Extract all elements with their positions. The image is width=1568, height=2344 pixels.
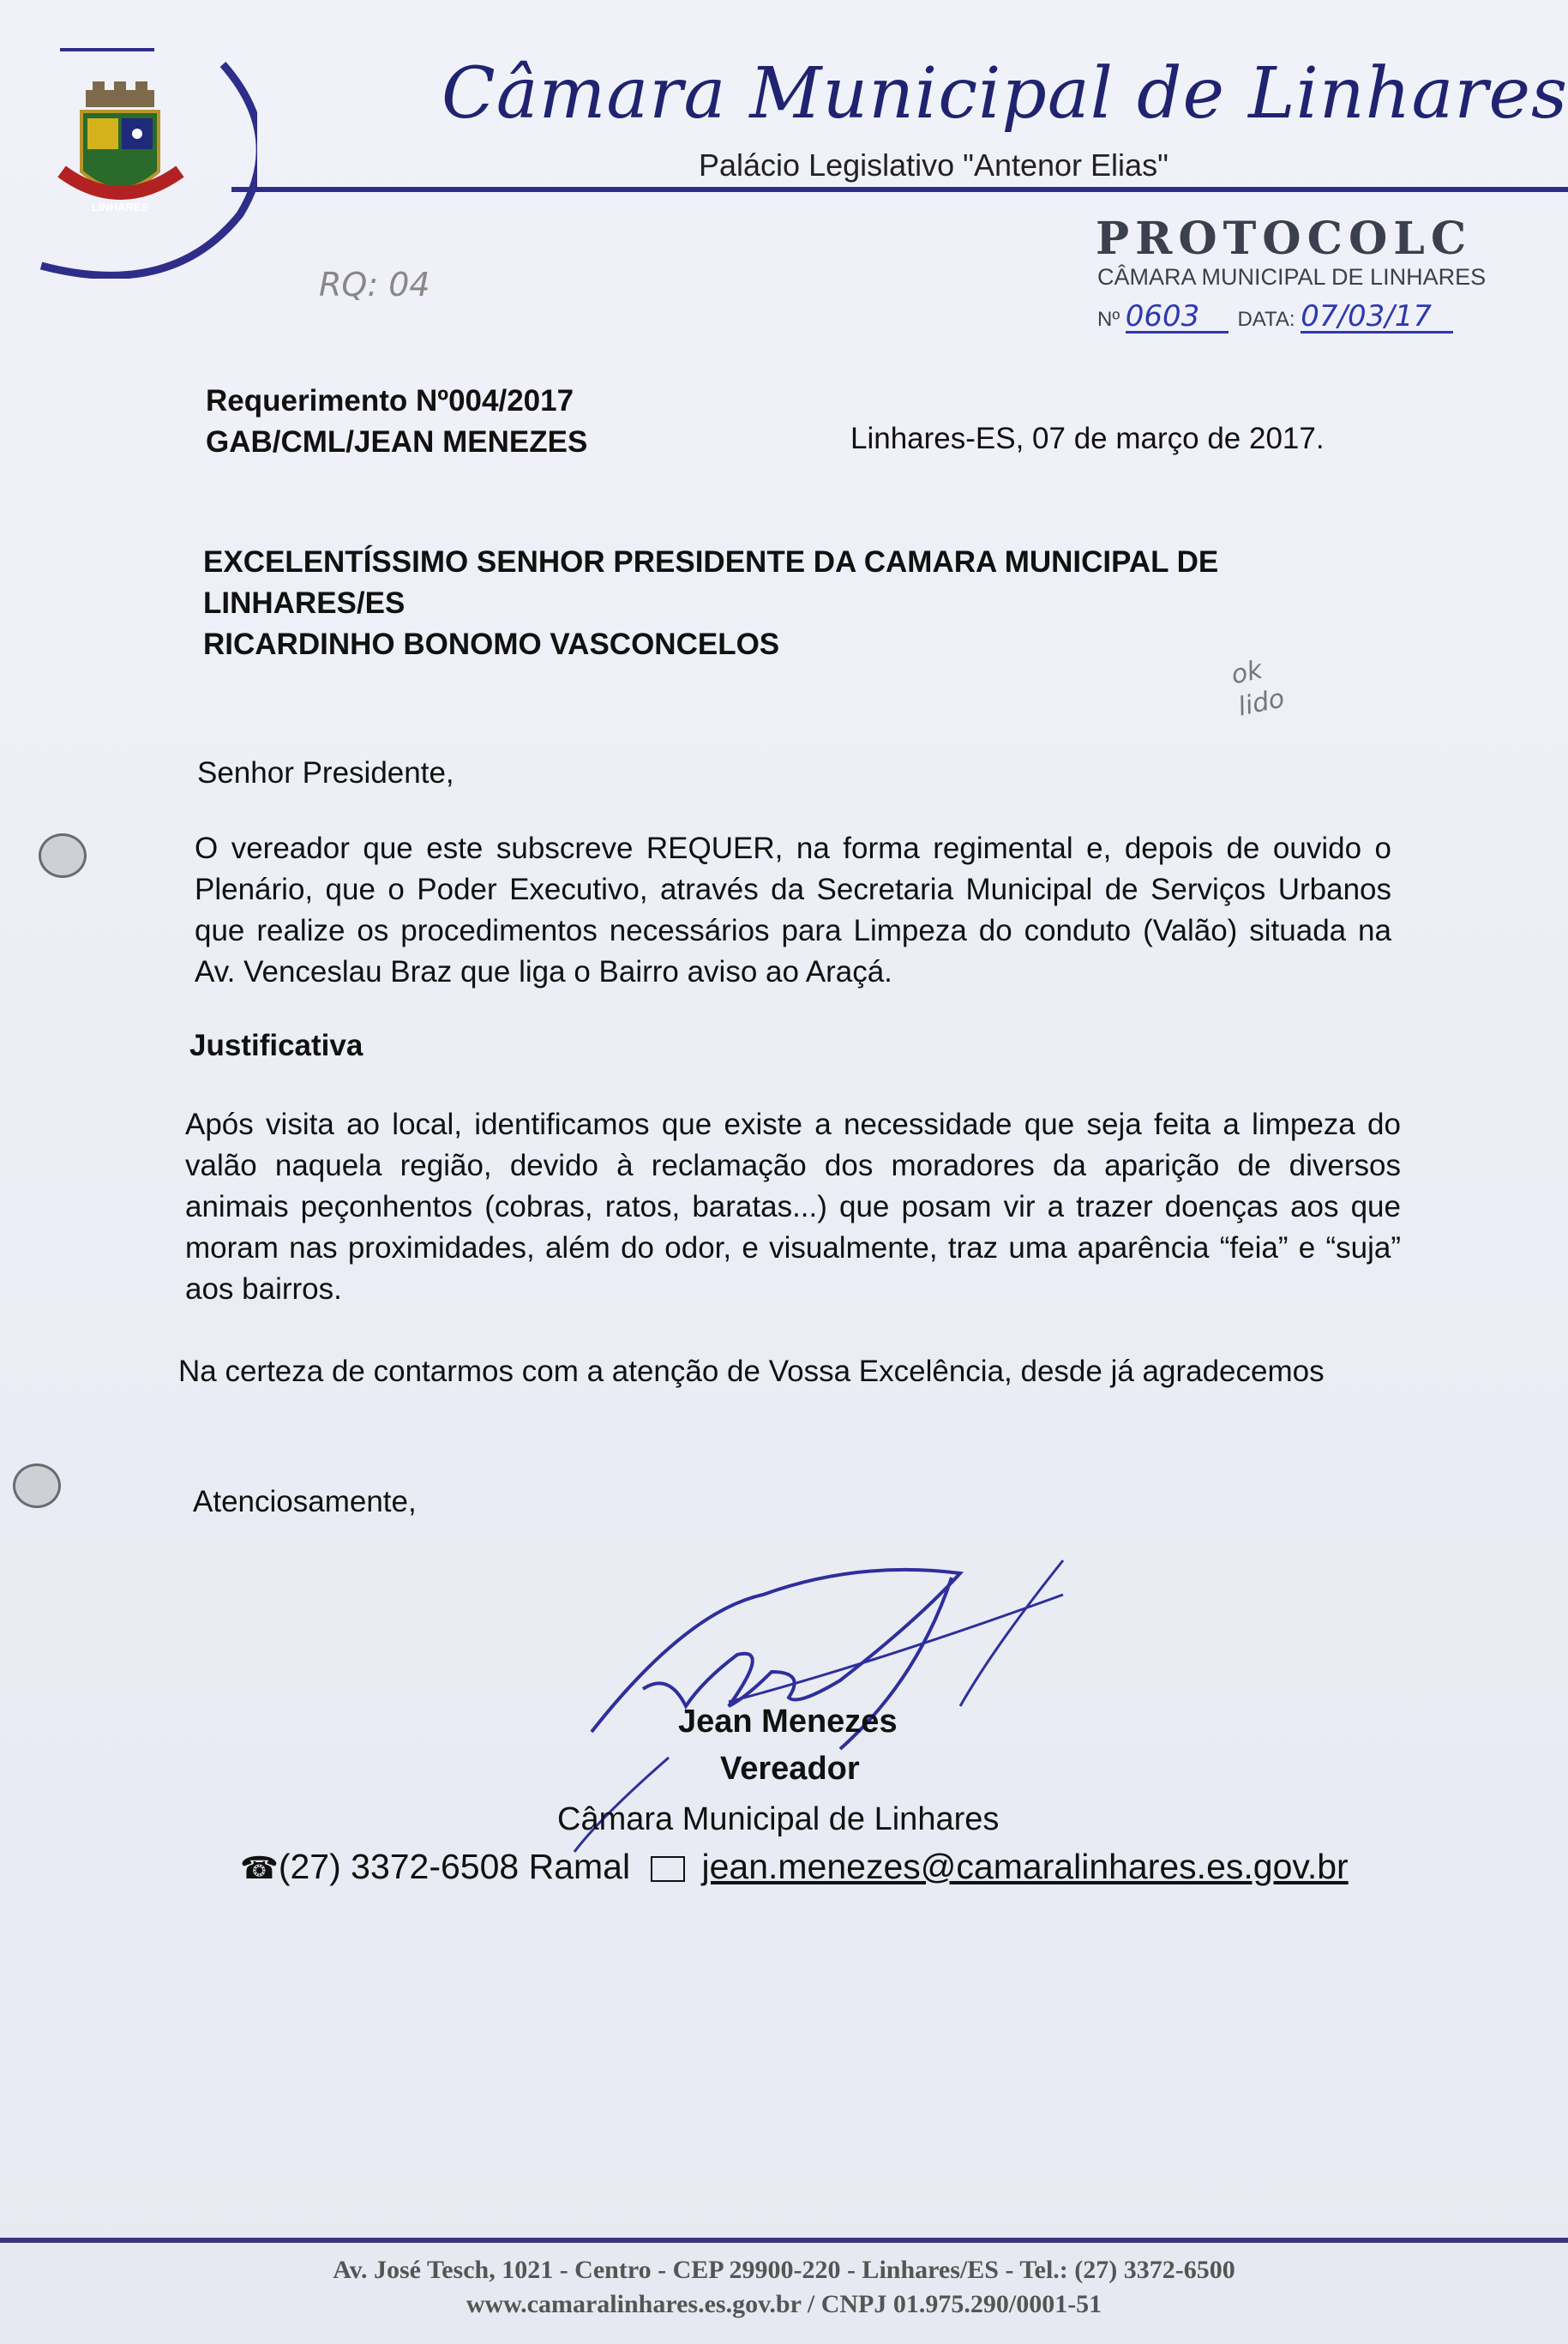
body-line: Plenário, que o Poder Executivo, através da Secretaria Municipal de Serviços Urbanos <box>195 873 1391 906</box>
institution-title: Câmara Municipal de Linhares <box>442 53 1568 135</box>
protocol-date-value: 07/03/17 <box>1301 302 1453 334</box>
cabinet-reference: GAB/CML/JEAN MENEZES <box>206 425 588 459</box>
phone-icon: ☎ <box>240 1850 279 1885</box>
justification-line: moram nas proximidades, além do odor, e visualmente, traz uma aparência “feia” e “suja” <box>185 1231 1401 1265</box>
protocol-stamp-fields <box>1097 299 1453 334</box>
justification-line: valão naquela região, devido à reclamação dos moradores da aparição de diversos <box>185 1149 1401 1182</box>
justification-body <box>185 1104 1401 1310</box>
punch-hole <box>13 1463 61 1508</box>
body-line: que realize os procedimentos necessários para Limpeza do conduto (Valão) situada na <box>195 914 1391 947</box>
protocol-date-label: DATA: <box>1237 308 1295 331</box>
institution-subtitle: Palácio Legislativo "Antenor Elias" <box>699 147 1168 183</box>
footer-address-line: Av. José Tesch, 1021 - Centro - CEP 29900-220 - Linhares/ES - Tel.: (27) 3372-6500 <box>333 2256 1235 2284</box>
salutation: Senhor Presidente, <box>197 756 454 790</box>
body-line: Av. Venceslau Braz que liga o Bairro aviso ao Araçá. <box>195 955 892 989</box>
requerimento-number: Requerimento Nº004/2017 <box>206 384 574 418</box>
justification-line: animais peçonhentos (cobras, ratos, baratas...) que posam vir a trazer doenças aos que <box>185 1190 1401 1223</box>
signatory-role: Vereador <box>720 1751 860 1787</box>
email-icon <box>651 1856 685 1882</box>
signatory-name: Jean Menezes <box>678 1704 898 1740</box>
regards: Atenciosamente, <box>193 1485 417 1518</box>
contact-line <box>240 1847 1349 1887</box>
camara-logo <box>26 43 257 279</box>
addressee-line: EXCELENTÍSSIMO SENHOR PRESIDENTE DA CAMARA MUNICIPAL DE <box>203 545 1219 579</box>
justification-line: aos bairros. <box>185 1272 342 1306</box>
closing-line: Na certeza de contarmos com a atenção de Vossa Excelência, desde já agradecemos <box>178 1355 1325 1388</box>
place-date: Linhares-ES, 07 de março de 2017. <box>850 422 1325 455</box>
handwritten-rq-note: RQ: 04 <box>319 266 430 304</box>
request-body <box>195 828 1391 993</box>
addressee-name: RICARDINHO BONOMO VASCONCELOS <box>203 628 780 661</box>
coat-of-arms-icon <box>62 81 180 193</box>
addressee-line: LINHARES/ES <box>203 586 406 620</box>
handwritten-margin-note: ok lido <box>1229 654 1288 723</box>
logo-banner-text: LINHARES <box>91 201 149 213</box>
punch-hole <box>39 833 87 878</box>
phone-number: (27) 3372-6508 Ramal <box>278 1847 631 1886</box>
addressee <box>203 542 1403 665</box>
protocol-number-label: Nº <box>1097 308 1120 331</box>
footer-divider <box>0 2238 1568 2243</box>
signatory-institution: Câmara Municipal de Linhares <box>557 1801 1000 1837</box>
justification-heading: Justificativa <box>189 1029 363 1062</box>
footer-address <box>0 2253 1568 2322</box>
body-line: O vereador que este subscreve REQUER, na forma regimental e, depois de ouvido o <box>195 832 1391 865</box>
protocol-stamp-title: PROTOCOLC <box>1096 213 1473 265</box>
protocol-stamp-subtitle: CÂMARA MUNICIPAL DE LINHARES <box>1097 264 1487 290</box>
footer-website-line: www.camaralinhares.es.gov.br / CNPJ 01.975.290/0001-51 <box>466 2290 1102 2318</box>
email-link[interactable]: jean.menezes@camaralinhares.es.gov.br <box>701 1847 1349 1886</box>
justification-line: Após visita ao local, identificamos que existe a necessidade que seja feita a limpeza do <box>185 1108 1401 1141</box>
header-divider <box>231 187 1568 192</box>
protocol-number-value: 0603 <box>1126 302 1229 334</box>
